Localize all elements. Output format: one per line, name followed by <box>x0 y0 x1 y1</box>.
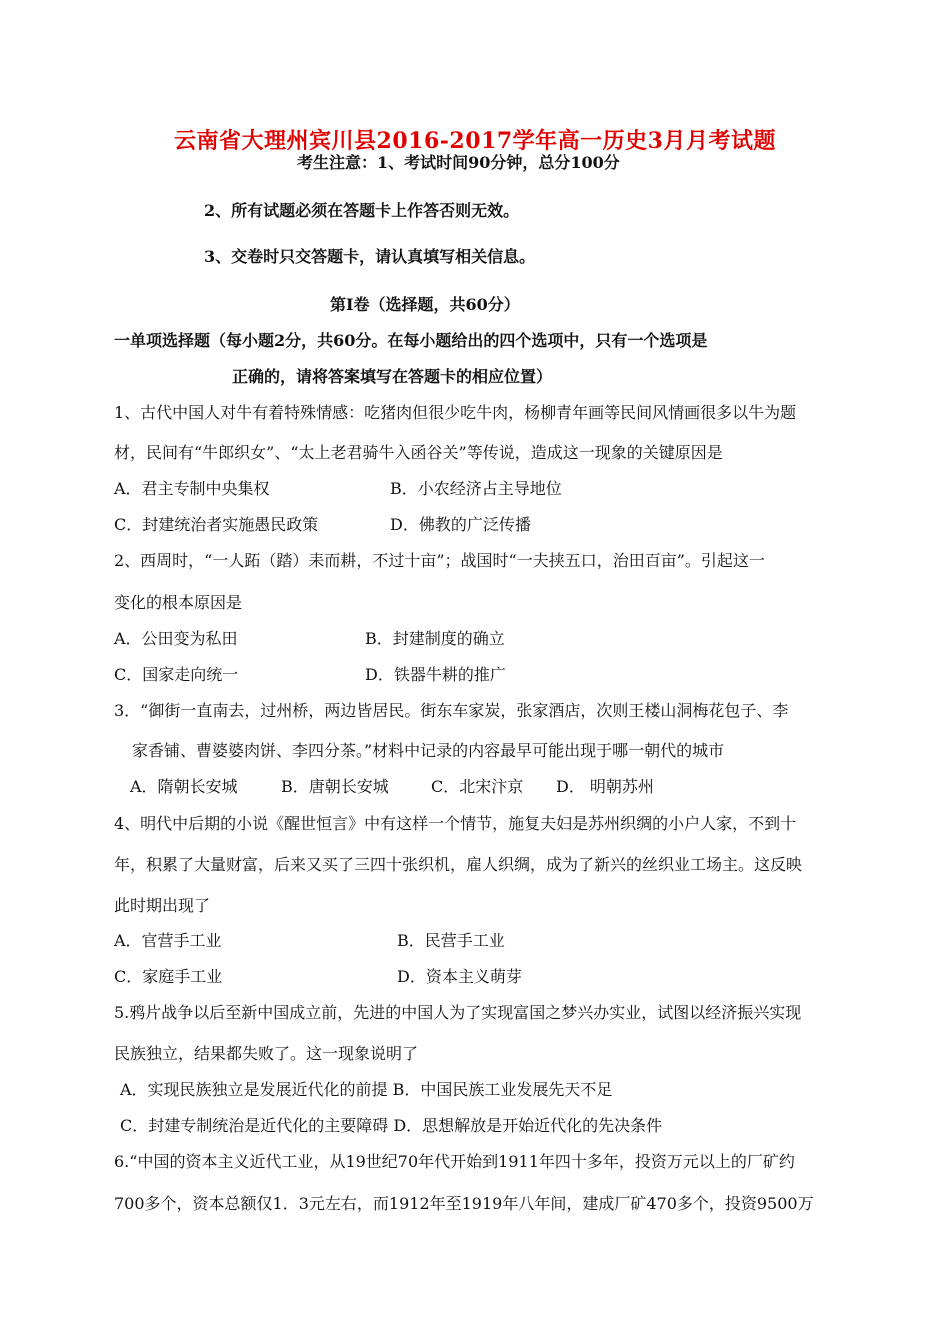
q3-stem-line-1: 3．“御街一直南去，过州桥，两边皆居民。街东车家炭，张家酒店，次则王楼山洞梅花包子、李 <box>114 701 789 720</box>
q6-stem-line-1: 6.“中国的资本主义近代工业，从19世纪70年代开始到1911年四十多年，投资万元以上的厂矿约 <box>114 1152 795 1171</box>
section-instruction-2: 正确的，请将答案填写在答题卡的相应位置） <box>232 367 553 386</box>
q3-option-c: C．北宋汴京 <box>431 777 524 796</box>
q2-option-a: A．公田变为私田 <box>114 629 238 648</box>
q4-option-c: C．家庭手工业 <box>114 967 223 986</box>
q4-option-b: B．民营手工业 <box>397 931 505 950</box>
q1-stem-line-1: 1、古代中国人对牛有着特殊情感：吃猪肉但很少吃牛肉，杨柳青年画等民间风情画很多以牛为题 <box>114 403 797 422</box>
q4-option-a: A．官营手工业 <box>114 931 222 950</box>
q1-option-d: D．佛教的广泛传播 <box>390 515 531 534</box>
q1-option-a: A．君主专制中央集权 <box>114 479 270 498</box>
q1-option-c: C．封建统治者实施愚民政策 <box>114 515 319 534</box>
q5-options-cd: C．封建专制统治是近代化的主要障碍 D．思想解放是开始近代化的先决条件 <box>120 1116 663 1135</box>
q4-stem-line-3: 此时期出现了 <box>114 896 211 915</box>
q2-option-d: D．铁器牛耕的推广 <box>365 665 506 684</box>
section-title: 第Ⅰ卷（选择题，共60分） <box>330 295 520 314</box>
notice-line-1: 考生注意：1、考试时间90分钟，总分100分 <box>297 153 620 172</box>
q1-option-b: B．小农经济占主导地位 <box>390 479 562 498</box>
q4-option-d: D．资本主义萌芽 <box>397 967 522 986</box>
q3-option-b: B．唐朝长安城 <box>281 777 389 796</box>
q5-options-ab: A．实现民族独立是发展近代化的前提 B．中国民族工业发展先天不足 <box>120 1080 613 1099</box>
exam-title: 云南省大理州宾川县2016-2017学年高一历史3月月考试题 <box>174 128 776 154</box>
q3-stem-line-2: 家香铺、曹婆婆肉饼、李四分茶。”材料中记录的内容最早可能出现于哪一朝代的城市 <box>132 741 725 760</box>
q2-option-c: C．国家走向统一 <box>114 665 239 684</box>
q4-stem-line-1: 4、明代中后期的小说《醒世恒言》中有这样一个情节，施复夫妇是苏州织绸的小户人家，不到十 <box>114 814 797 833</box>
q2-stem-line-2: 变化的根本原因是 <box>114 593 243 612</box>
q5-stem-line-1: 5.鸦片战争以后至新中国成立前，先进的中国人为了实现富国之梦兴办实业，试图以经济振兴实现 <box>114 1003 802 1022</box>
q2-option-b: B．封建制度的确立 <box>365 629 505 648</box>
q3-option-d: D． 明朝苏州 <box>556 777 654 796</box>
q2-stem-line-1: 2、西周时，“一人跖（踏）耒而耕，不过十亩”；战国时“一夫挟五口，治田百亩”。引起这一 <box>114 551 765 570</box>
q6-stem-line-2: 700多个，资本总额仅1．3元左右，而1912年至1919年八年间，建成厂矿470多个，投资9500万 <box>114 1194 814 1213</box>
q5-stem-line-2: 民族独立，结果都失败了。这一现象说明了 <box>114 1044 419 1063</box>
section-instruction-1: 一单项选择题（每小题2分，共60分。在每小题给出的四个选项中，只有一个选项是 <box>114 331 708 350</box>
q3-option-a: A．隋朝长安城 <box>130 777 238 796</box>
q1-stem-line-2: 材，民间有“牛郎织女”、“太上老君骑牛入函谷关”等传说，造成这一现象的关键原因是 <box>114 443 723 462</box>
notice-line-3: 3、交卷时只交答题卡，请认真填写相关信息。 <box>204 247 536 266</box>
q4-stem-line-2: 年，积累了大量财富，后来又买了三四十张织机，雇人织绸，成为了新兴的丝织业工场主。这反映 <box>114 855 803 874</box>
notice-line-2: 2、所有试题必须在答题卡上作答否则无效。 <box>204 201 520 220</box>
